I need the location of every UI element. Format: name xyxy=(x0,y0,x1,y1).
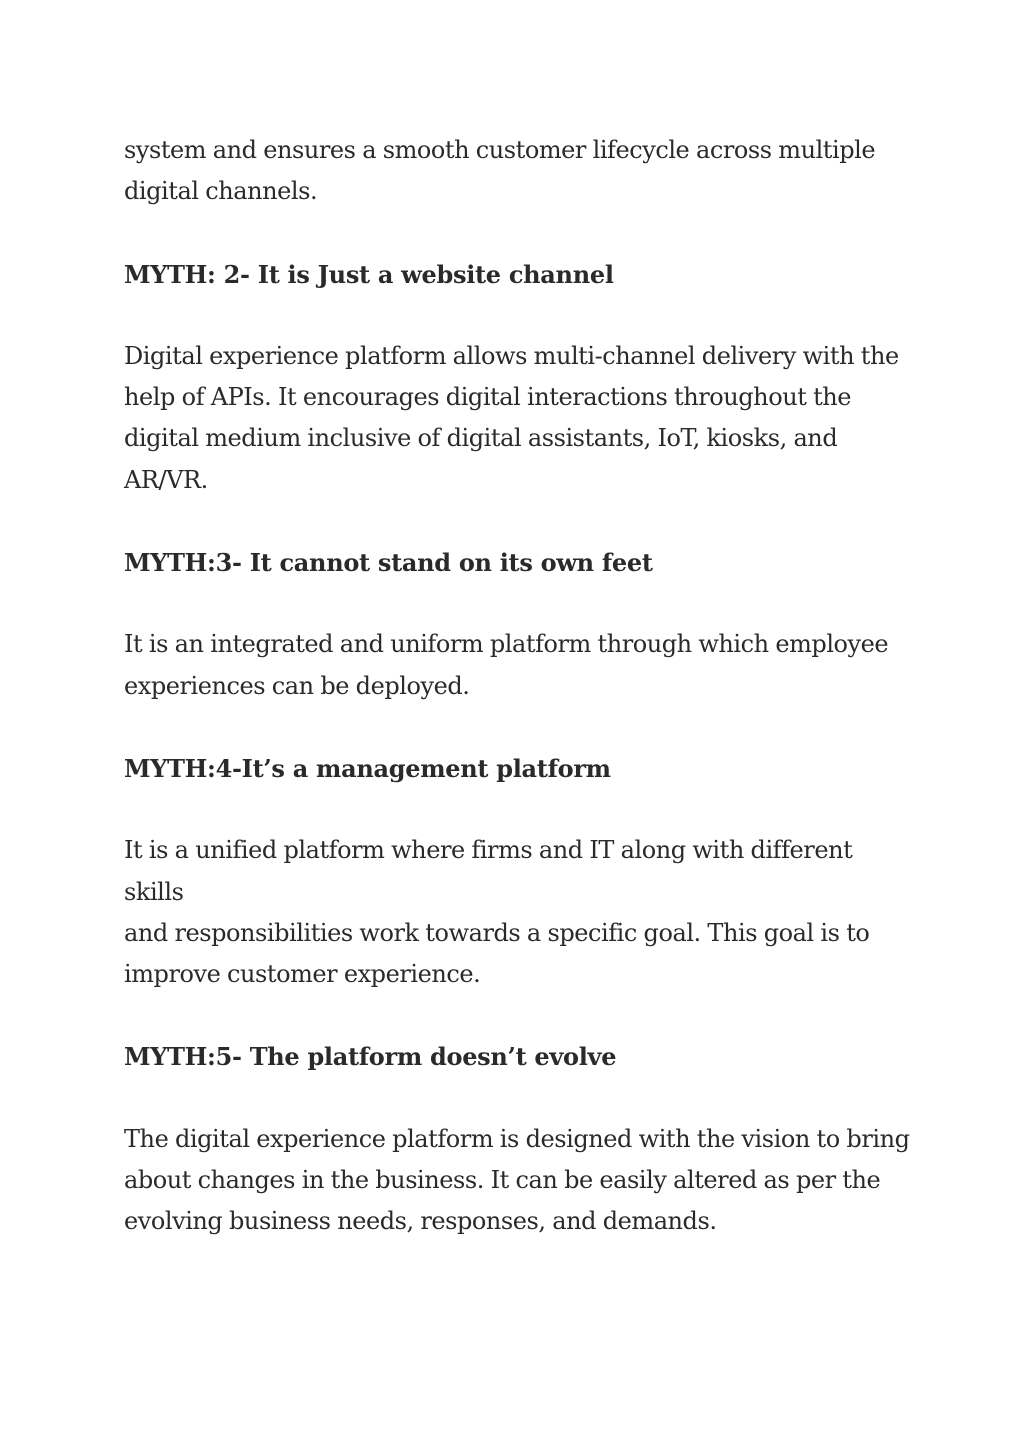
myth-2-paragraph: Digital experience platform allows multi-channel delivery with the help of APIs. It encourages digital interactions throughout the digital medium inclusive of digital assistants, IoT, kiosks, and AR/VR. xyxy=(124,341,899,494)
spacer xyxy=(124,995,914,1036)
myth-5-paragraph: The digital experience platform is designed with the vision to bring about changes in the business. It can be easily altered as per the evolving business needs, responses, and demands. xyxy=(124,1124,910,1236)
spacer xyxy=(124,213,914,254)
myth-5-heading: MYTH:5- The platform doesn’t evolve xyxy=(124,1042,617,1072)
myth-3-paragraph: It is an integrated and uniform platform through which employee experiences can be deployed. xyxy=(124,630,889,700)
spacer xyxy=(124,501,914,542)
spacer xyxy=(124,295,914,336)
spacer xyxy=(124,1078,914,1119)
myth-2-heading: MYTH: 2- It is Just a website channel xyxy=(124,259,614,289)
intro-paragraph: system and ensures a smooth customer lifecycle across multiple digital channels. xyxy=(124,136,876,206)
spacer xyxy=(124,583,914,624)
spacer xyxy=(124,707,914,748)
myth-3-heading: MYTH:3- It cannot stand on its own feet xyxy=(124,548,653,578)
document-page xyxy=(124,130,914,1243)
myth-4-paragraph: It is a unified platform where firms and IT along with different skills and responsibilities work towards a specific goal. This goal is to improve customer experience. xyxy=(124,836,870,989)
spacer xyxy=(124,789,914,830)
myth-4-heading: MYTH:4-It’s a management platform xyxy=(124,753,611,783)
